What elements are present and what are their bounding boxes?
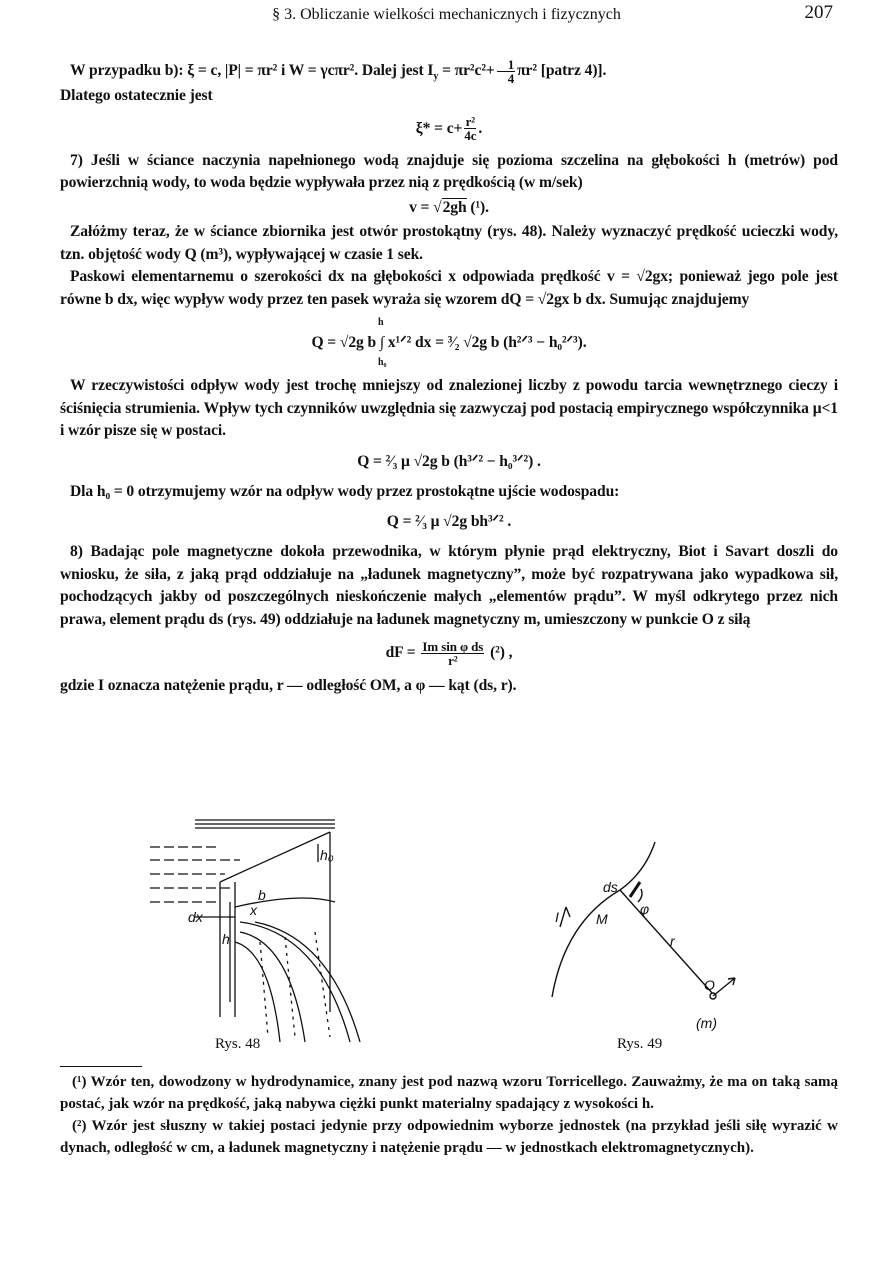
- figures: [0, 812, 893, 1062]
- figure-48-illustration: [0, 812, 893, 1062]
- label-m: (m): [696, 1015, 717, 1031]
- label-b: b: [258, 887, 266, 903]
- footnotes: [60, 1071, 838, 1159]
- main-text: [60, 58, 838, 698]
- paragraph-8: 8) Badając pole magnetyczne dokoła przewodnika, w którym płynie prąd elektryczny, Biot i Savart doszli do wniosku, że siła, z jaką prąd oddziałuje na „ładunek magnetyczny”, może być rozpatrywana jako wypadkowa sił, pochodzących jakby od poszczególnych nieskończenie małych „elementów prądu”. W myśl odkrytego przez nich prawa, element prądu ds (rys. 49) oddziałuje na ładunek magnetyczny m, umieszczony w punkcie O z siłą: [60, 543, 838, 628]
- fraction: $\frac{1}{4}$: [497, 58, 515, 85]
- label-x: x: [250, 902, 257, 918]
- paragraph-7: 7) Jeśli w ściance naczynia napełnionego wodą znajduje się pozioma szczelina na głębokości h (metrów) pod powierzchnią wody, to woda będzie wypływała przez nią z prędkością (w m/sek): [60, 151, 838, 191]
- caption-fig-49: Rys. 49: [617, 1036, 663, 1052]
- label-h: h: [222, 931, 230, 947]
- formula-waterfall: Q = ²⁄₃ μ √2g bh³ᐟ² .: [386, 513, 512, 530]
- biot-savart-drawing: [552, 842, 735, 999]
- footnote-1: (¹) Wzór ten, dowodzony w hydrodynamice, znany jest pod nazwą wzoru Torricellego. Zauważmy, że ma on taką samą postać, jak wzór na prędkość, jaką nabywa ciężki punkt materialny spadający z wysokości h.: [60, 1074, 838, 1112]
- label-r: r: [670, 933, 675, 949]
- paragraph-waterfall: Dla h₀ = 0 otrzymujemy wzór na odpływ wody przez prostokątne ujście wodospadu:: [70, 482, 620, 500]
- page-header: [0, 4, 893, 30]
- integral-upper-limit: h: [378, 317, 384, 328]
- formula-with-mu: Q = ²⁄₃ μ √2g b (h³ᐟ² − h₀³ᐟ²) .: [357, 452, 541, 470]
- caption-fig-48: Rys. 48: [215, 1036, 261, 1052]
- label-O: O: [704, 977, 715, 993]
- formula-biot-savart: dF = $\frac{\text{Im sin φ ds}}{\text{r²}}$ (²) ,: [385, 638, 513, 668]
- section-title: § 3. Obliczanie wielkości mechanicznych i fizycznych: [272, 6, 621, 23]
- label-phi: φ: [640, 901, 650, 917]
- label-I: I: [555, 909, 559, 925]
- label-dx: dx: [188, 909, 203, 925]
- paragraph-friction: W rzeczywistości odpływ wody jest trochę mniejszy od znalezionej liczby z powodu tarcia wewnętrznego cieczy i ściśnięcia strumienia. Wpływ tych czynników uwzględnia się zazwyczaj pod postacią empirycznego współczynnika μ<1 i wzór pisze się w postaci.: [60, 377, 838, 439]
- footnote-separator: [60, 1066, 142, 1067]
- paragraph-definitions: gdzie I oznacza natężenie prądu, r — odległość OM, a φ — kąt (ds, r).: [60, 677, 517, 694]
- label-h0: h₀: [320, 847, 334, 863]
- paragraph-rectangular-hole: Załóżmy teraz, że w ściance zbiornika jest otwór prostokątny (rys. 48). Należy wyznaczyć prędkość ucieczki wody, tzn. objętość wody Q (m³), wypływającej w czasie 1 sek.: [60, 223, 838, 263]
- label-ds: ds: [603, 879, 618, 895]
- label-M: M: [596, 911, 608, 927]
- footnote-2: (²) Wzór jest słuszny w takiej postaci jedynie przy odpowiednim wyborze jednostek (na przykład jeśli siłę wyrazić w dynach, odległość w cm, a ładunek magnetyczny i natężenie prądu — w jednostkach elektromagnetycznych).: [60, 1118, 838, 1156]
- paragraph-case-b: W przypadku b): ξ = c, |P| = πr² i W = γcπr². Dalej jest $I_y = \pi r^2c^2+$ $\frac{1}{4}$ πr² [patrz 4)]. Dlatego ostatecznie jest: [60, 57, 607, 104]
- formula-xi: ξ* = c+ $\frac{\text{r²}}{4c}$ .: [415, 114, 483, 144]
- formula-torricelli: v = √2gh (¹).: [409, 198, 489, 216]
- formula-integral: Q = √2g b ∫ x¹ᐟ² dx = ³⁄₂ √2g b (h²ᐟ³ − h₀²ᐟ³). h h₀: [60, 313, 838, 373]
- integral-lower-limit: h₀: [378, 357, 387, 368]
- paragraph-elementary-strip: Paskowi elementarnemu o szerokości dx na głębokości x odpowiada prędkość v = √2gx; ponieważ jego pole jest równe b dx, więc wypływ wody przez ten pasek wyraża się wzorem dQ = √2gx b dx. Sumując znajdujemy: [60, 268, 838, 308]
- page-number: 207: [804, 2, 833, 23]
